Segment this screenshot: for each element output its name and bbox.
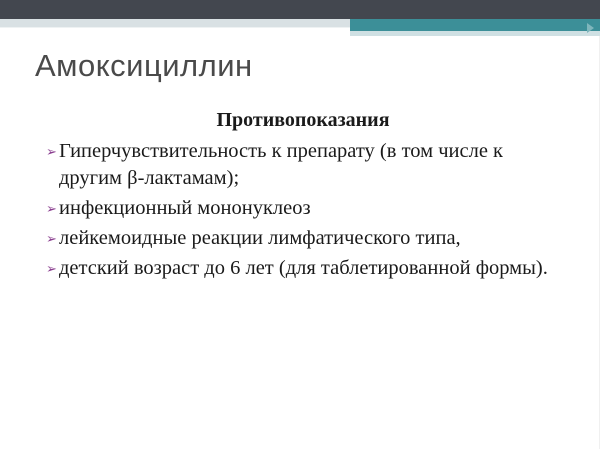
list-item-text: Гиперчувствительность к препарату (в том числе к другим β-лактамам); — [59, 140, 504, 189]
list-item — [46, 255, 566, 282]
slide-subtitle — [0, 109, 600, 132]
slide-title: Амоксициллин — [35, 48, 253, 83]
list-item — [46, 138, 566, 192]
contraindications-list — [46, 138, 566, 285]
top-teal-band — [350, 19, 600, 31]
top-dark-band — [0, 0, 600, 19]
subtitle-text: Противопоказания — [216, 109, 390, 131]
top-thin-line — [0, 27, 350, 28]
corner-arrow-icon — [587, 23, 594, 33]
list-item-text: инфекционный мононуклеоз — [59, 197, 311, 219]
list-item — [46, 195, 566, 222]
arrow-bullet-icon: ➢ — [46, 202, 57, 217]
arrow-bullet-icon: ➢ — [46, 145, 57, 160]
top-light-band — [0, 19, 350, 27]
list-item — [46, 225, 566, 252]
arrow-bullet-icon: ➢ — [46, 262, 57, 277]
list-item-text: лейкемоидные реакции лимфатического типа, — [59, 227, 461, 249]
arrow-bullet-icon: ➢ — [46, 232, 57, 247]
top-light-accent-band — [350, 31, 600, 36]
list-item-text: детский возраст до 6 лет (для таблетированной формы). — [59, 257, 548, 279]
